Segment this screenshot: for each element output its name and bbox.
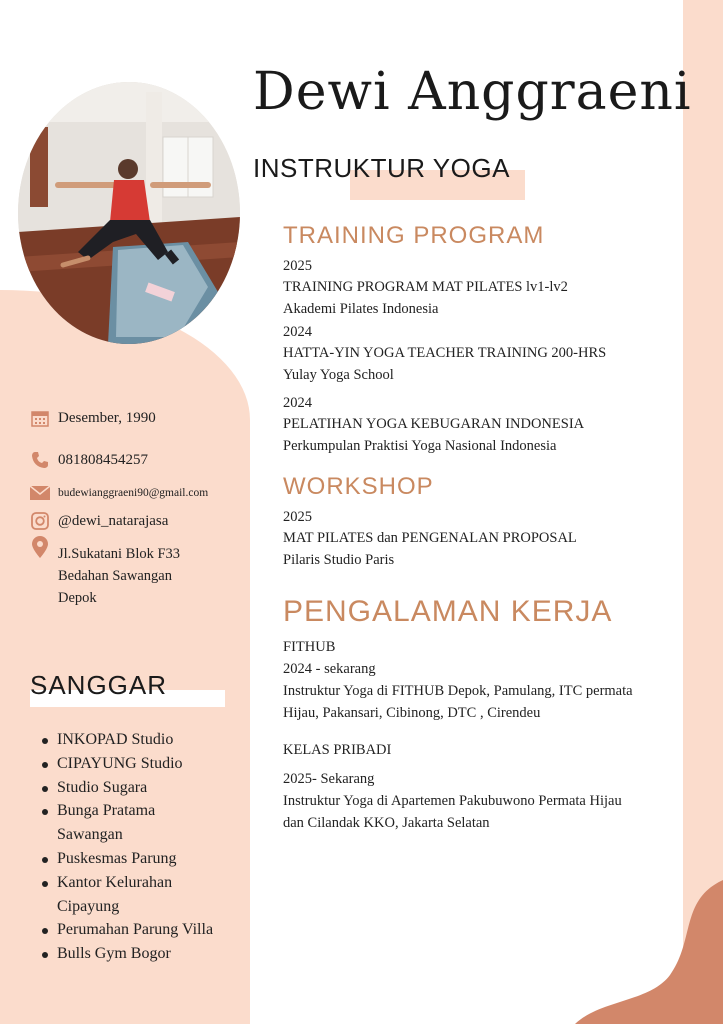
training-title: HATTA-YIN YOGA TEACHER TRAINING 200-HRS [283, 345, 607, 361]
instagram-handle[interactable]: @dewi_natarajasa [58, 512, 169, 529]
experience-place: KELAS PRIBADI [283, 742, 392, 758]
list-item: Perumahan Parung Villa [30, 918, 213, 942]
workshop-year: 2025 [283, 509, 312, 525]
training-section-title: TRAINING PROGRAM [283, 222, 545, 249]
workshop-org: Pilaris Studio Paris [283, 552, 395, 568]
experience-desc: dan Cilandak KKO, Jakarta Selatan [283, 815, 490, 831]
list-item: Kantor Kelurahan Cipayung [30, 871, 213, 919]
address-line: Depok [58, 590, 97, 606]
contact-birth [30, 408, 156, 428]
contact-phone [30, 450, 148, 470]
list-item: Puskesmas Parung [30, 847, 213, 871]
profile-photo [18, 82, 240, 344]
experience-section-title: PENGALAMAN KERJA [283, 595, 613, 628]
training-org: Perkumpulan Praktisi Yoga Nasional Indonesia [283, 438, 557, 454]
training-year: 2024 [283, 324, 312, 340]
list-item: CIPAYUNG Studio [30, 752, 213, 776]
right-accent-strip [683, 0, 723, 1024]
list-item: Studio Sugara [30, 776, 213, 800]
training-org: Yulay Yoga School [283, 367, 394, 383]
phone-number[interactable]: 081808454257 [58, 451, 148, 468]
person-name: Dewi Anggraeni [253, 62, 692, 122]
address-line: Bedahan Sawangan [58, 568, 172, 584]
list-item: INKOPAD Studio [30, 728, 213, 752]
email-address[interactable]: budewianggraeni90@gmail.com [58, 487, 209, 499]
experience-desc: Instruktur Yoga di Apartemen Pakubuwono Permata Hijau [283, 793, 622, 809]
decorative-wave [560, 880, 723, 1024]
instagram-icon [30, 511, 50, 531]
mail-icon [30, 483, 50, 503]
list-item: Bunga Pratama Sawangan [30, 799, 213, 847]
training-year: 2025 [283, 258, 312, 274]
address-line: Jl.Sukatani Blok F33 [58, 546, 181, 562]
experience-place: FITHUB [283, 639, 336, 655]
phone-icon [30, 450, 50, 470]
experience-desc: Hijau, Pakansari, Cibinong, DTC , Cirendeu [283, 705, 541, 721]
contact-instagram [30, 511, 168, 531]
birth-date: Desember, 1990 [58, 409, 156, 426]
role-title: INSTRUKTUR YOGA [253, 153, 510, 183]
address-block [58, 543, 180, 609]
contact-email [30, 483, 208, 503]
training-title: TRAINING PROGRAM MAT PILATES lv1-lv2 [283, 279, 568, 295]
training-title: PELATIHAN YOGA KEBUGARAN INDONESIA [283, 416, 585, 432]
experience-period: 2025- Sekarang [283, 771, 375, 787]
calendar-icon [30, 408, 50, 428]
workshop-title: MAT PILATES dan PENGENALAN PROPOSAL [283, 530, 577, 546]
list-item: Bulls Gym Bogor [30, 942, 213, 966]
training-year: 2024 [283, 395, 312, 411]
sanggar-title: SANGGAR [30, 670, 168, 700]
training-org: Akademi Pilates Indonesia [283, 301, 439, 317]
location-pin-icon [30, 537, 50, 557]
workshop-section-title: WORKSHOP [283, 473, 434, 500]
sanggar-list [30, 728, 213, 966]
contact-address [30, 537, 58, 557]
experience-period: 2024 - sekarang [283, 661, 376, 677]
experience-desc: Instruktur Yoga di FITHUB Depok, Pamulang, ITC permata [283, 683, 633, 699]
yoga-pose-photo [18, 82, 240, 344]
